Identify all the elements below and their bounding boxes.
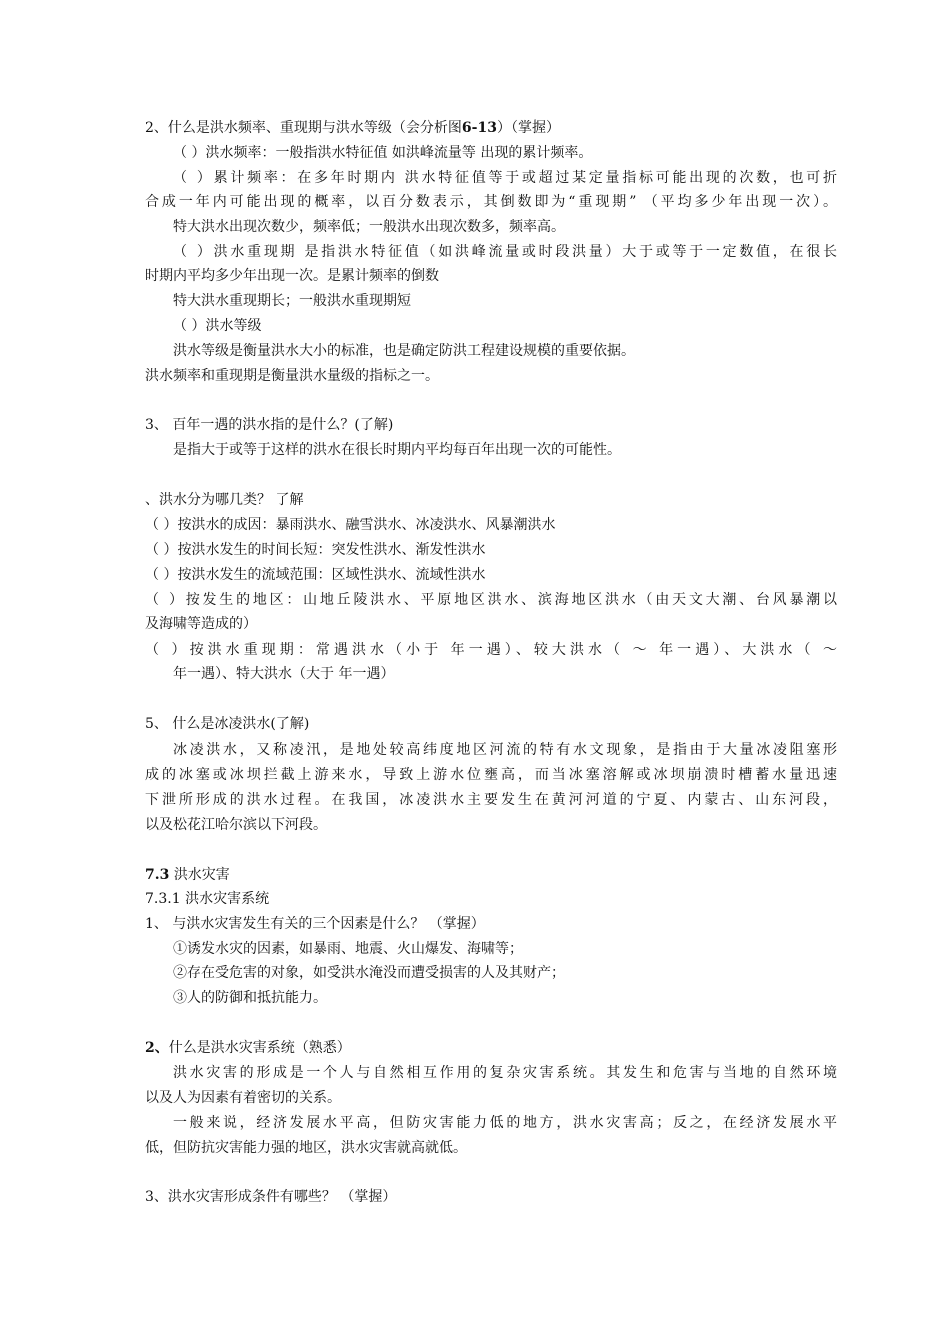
subsection-7-3-1-heading: 7.3.1 洪水灾害系统 xyxy=(145,891,270,907)
q731-heading: 1、 与洪水灾害发生有关的三个因素是什么？ （掌握） xyxy=(145,916,485,932)
q4-line-2: （ ）按洪水发生的时间长短：突发性洪水、渐发性洪水 xyxy=(145,542,486,558)
q5-line-1: 冰凌洪水，又称凌汛，是地处较高纬度地区河流的特有水文现象，是指由于大量冰凌阻塞形 xyxy=(173,742,837,758)
q2-line-4b: 时期内平均多少年出现一次。是累计频率的倒数 xyxy=(145,268,439,284)
q731-line-3: ③人的防御和抵抗能力。 xyxy=(173,990,327,1006)
q732-heading xyxy=(145,1038,351,1058)
q2-number: 2、 xyxy=(145,120,168,136)
q2-line-3: 特大洪水出现次数少，频率低；一般洪水出现次数多，频率高。 xyxy=(173,219,565,235)
q5-line-4: 以及松花江哈尔滨以下河段。 xyxy=(145,817,327,833)
q2-line-2b: 合成一年内可能出现的概率，以百分数表示，其倒数即为“重现期” （平均多少年出现一次）。 xyxy=(145,194,837,210)
section-number: 7.3 xyxy=(145,867,170,883)
q3-line-1: 是指大于或等于这样的洪水在很长时期内平均每百年出现一次的可能性。 xyxy=(173,442,621,458)
q732-line-1b: 以及人为因素有着密切的关系。 xyxy=(145,1090,341,1106)
q4-line-5a: （ ）按洪水重现期：常遇洪水（小于 年一遇）、较大洪水（ ～ 年一遇）、大洪水（ ～ xyxy=(145,642,837,658)
q2-heading xyxy=(145,118,560,138)
q2-line-1: （ ）洪水频率：一般指洪水特征值 如洪峰流量等 出现的累计频率。 xyxy=(173,145,593,161)
q2-line-2a: （ ）累计频率：在多年时期内 洪水特征值等于或超过某定量指标可能出现的次数，也可折 xyxy=(173,170,837,186)
q731-line-1: ①诱发水灾的因素，如暴雨、地震、火山爆发、海啸等； xyxy=(173,941,523,957)
q4-line-4a: （ ）按发生的地区：山地丘陵洪水、平原地区洪水、滨海地区洪水（由天文大潮、台风暴潮以 xyxy=(145,592,837,608)
q3-heading: 3、 百年一遇的洪水指的是什么？(了解) xyxy=(145,417,394,433)
q733-heading: 3、洪水灾害形成条件有哪些？ （掌握） xyxy=(145,1189,397,1205)
q5-heading: 5、 什么是冰凌洪水(了解) xyxy=(145,716,310,732)
q4-heading: 、洪水分为哪几类？ 了解 xyxy=(145,492,304,508)
q2-line-5: 特大洪水重现期长；一般洪水重现期短 xyxy=(173,293,411,309)
q732-line-2b: 低，但防抗灾害能力强的地区，洪水灾害就高就低。 xyxy=(145,1140,467,1156)
q5-line-3: 下泄所形成的洪水过程。在我国，冰凌洪水主要发生在黄河河道的宁夏、内蒙古、山东河段， xyxy=(145,792,837,808)
q2-title-tail: ）（掌握） xyxy=(496,120,560,136)
q2-line-7: 洪水等级是衡量洪水大小的标准，也是确定防洪工程建设规模的重要依据。 xyxy=(173,343,635,359)
q2-line-4a: （ ）洪水重现期 是指洪水特征值（如洪峰流量或时段洪量）大于或等于一定数值，在很长 xyxy=(173,244,837,260)
q732-line-1a: 洪水灾害的形成是一个人与自然相互作用的复杂灾害系统。其发生和危害与当地的自然环境 xyxy=(173,1065,837,1081)
q4-line-3: （ ）按洪水发生的流域范围：区域性洪水、流域性洪水 xyxy=(145,567,486,583)
q732-number: 2、 xyxy=(145,1040,169,1056)
q731-line-2: ②存在受危害的对象，如受洪水淹没而遭受损害的人及其财产； xyxy=(173,965,565,981)
q2-title: 什么是洪水频率、重现期与洪水等级（会分析图 xyxy=(167,120,462,136)
q732-line-2a: 一般来说，经济发展水平高，但防灾害能力低的地方，洪水灾害高；反之，在经济发展水平 xyxy=(173,1115,837,1131)
section-title: 洪水灾害 xyxy=(173,867,230,883)
q4-line-5b: 年一遇）、特大洪水（大于 年一遇） xyxy=(173,666,395,682)
q2-line-8: 洪水频率和重现期是衡量洪水量级的指标之一。 xyxy=(145,368,439,384)
q4-line-1: （ ）按洪水的成因：暴雨洪水、融雪洪水、冰凌洪水、风暴潮洪水 xyxy=(145,517,556,533)
q5-line-2: 成的冰塞或冰坝拦截上游来水，导致上游水位壅高，而当冰塞溶解或冰坝崩溃时槽蓄水量迅速 xyxy=(145,767,837,783)
q2-line-6: （ ）洪水等级 xyxy=(173,318,262,334)
section-7-3-heading xyxy=(145,865,230,885)
q732-title: 什么是洪水灾害系统（熟悉） xyxy=(168,1040,351,1056)
q2-figure-ref: 6-13 xyxy=(461,120,497,136)
q4-line-4b: 及海啸等造成的） xyxy=(145,616,257,632)
